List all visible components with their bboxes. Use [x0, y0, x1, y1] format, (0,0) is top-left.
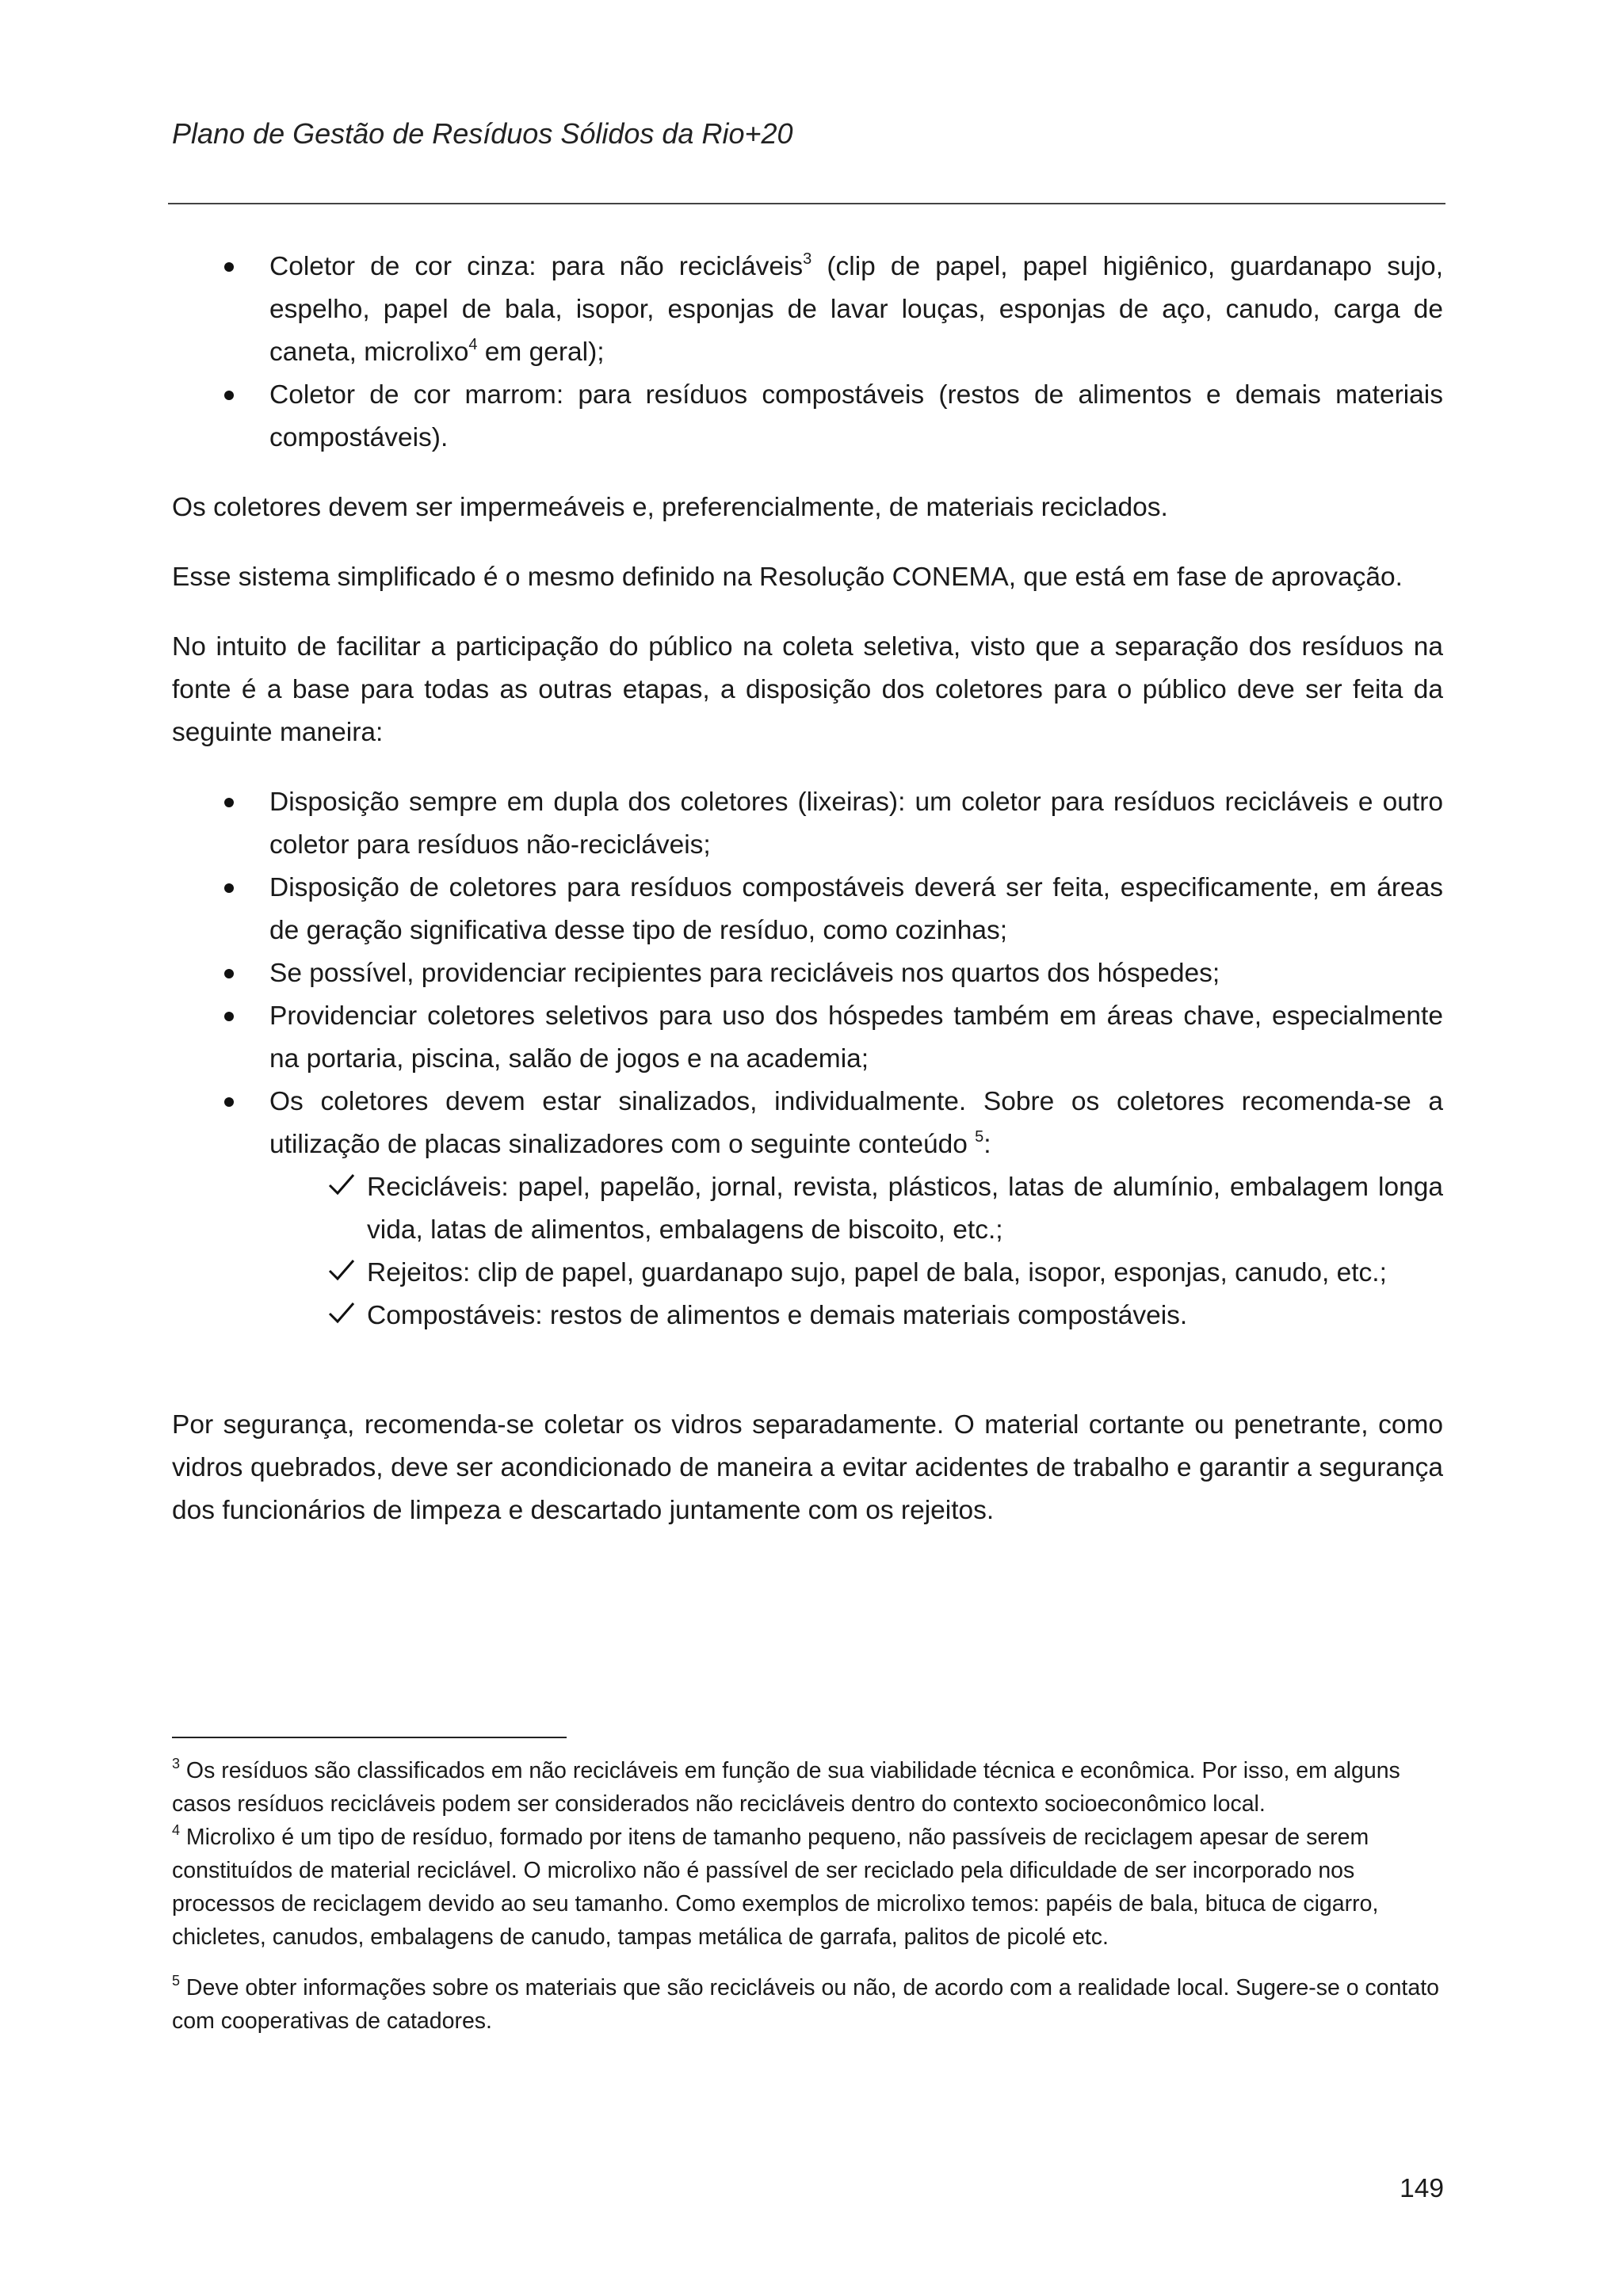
disposal-guidelines-list [172, 781, 1443, 1166]
list-item: Coletor de cor marrom: para resíduos compostáveis (restos de alimentos e demais materiais compostáveis). [172, 374, 1443, 460]
checkmark-icon [328, 1258, 355, 1282]
collector-color-list [172, 246, 1443, 460]
bullet-icon [224, 883, 234, 893]
checkmark-icon [328, 1173, 355, 1196]
footnote-ref[interactable]: 3 [803, 250, 812, 268]
footnote: $^4$ Microlixo é um tipo de resíduo, formado por itens de tamanho pequeno, não passíveis de reciclagem apesar de serem constituídos de material reciclável. O microlixo não é passível de ser reciclado pela dificuldade de ser incorporado nos processos de reciclagem devido ao seu tamanho. Como exemplos de microlixo temos: papéis de bala, bituca de cigarro, chicletes, canudos, embalagens de canudo, tampas metálica de garrafa, palitos de picolé etc. [172, 1822, 1379, 1950]
footnote-number: 3 [172, 1756, 181, 1772]
bullet-icon [224, 969, 234, 978]
paragraph: Esse sistema simplificado é o mesmo definido na Resolução CONEMA, que está em fase de aprovação. [172, 563, 1403, 592]
list-item: Os coletores devem estar sinalizados, individualmente. Sobre os coletores recomenda-se a utilização de placas sinalizadores com o seguinte conteúdo $^5$: [172, 1081, 1443, 1166]
list-item: Disposição sempre em dupla dos coletores (lixeiras): um coletor para resíduos recicláveis e outro coletor para resíduos não-recicláveis; [172, 781, 1443, 867]
list-item: Compostáveis: restos de alimentos e demais materiais compostáveis. [172, 1295, 1443, 1337]
paragraph: Os coletores devem ser impermeáveis e, preferencialmente, de materiais reciclados. [172, 493, 1168, 522]
list-item: Rejeitos: clip de papel, guardanapo sujo, papel de bala, isopor, esponjas, canudo, etc.; [172, 1252, 1443, 1295]
page-number: 149 [1400, 2174, 1444, 2203]
list-item: Disposição de coletores para resíduos compostáveis deverá ser feita, especificamente, em áreas de geração significativa desse tipo de resíduo, como cozinhas; [172, 867, 1443, 952]
footnote: $^5$ Deve obter informações sobre os materiais que são recicláveis ou não, de acordo com a realidade local. Sugere-se o contato com cooperativas de catadores. [172, 1973, 1439, 2034]
header-rule [168, 203, 1445, 204]
bullet-icon [224, 798, 234, 807]
bullet-icon [224, 391, 234, 400]
footnote: $^3$ Os resíduos são classificados em não recicláveis em função de sua viabilidade técnica e econômica. Por isso, em alguns casos resíduos recicláveis podem ser considerados não recicláveis dentro do contexto socioeconômico local. [172, 1756, 1400, 1817]
bullet-icon [224, 1012, 234, 1021]
list-item: Se possível, providenciar recipientes para recicláveis nos quartos dos hóspedes; [172, 952, 1443, 995]
footnote-ref[interactable]: 4 [468, 336, 478, 353]
list-item: Providenciar coletores seletivos para uso dos hóspedes também em áreas chave, especialmente na portaria, piscina, salão de jogos e na academia; [172, 995, 1443, 1081]
bullet-icon [224, 1097, 234, 1107]
footnote-number: 5 [172, 1973, 181, 1989]
footnotes [172, 1754, 1443, 2038]
checkmark-icon [328, 1301, 355, 1325]
footnote-number: 4 [172, 1822, 181, 1838]
paragraph: No intuito de facilitar a participação do público na coleta seletiva, visto que a separação dos resíduos na fonte é a base para todas as outras etapas, a disposição dos coletores para o público deve ser feita da seguinte maneira: [172, 632, 1443, 747]
running-header: Plano de Gestão de Resíduos Sólidos da Rio+20 [172, 117, 793, 150]
sign-content-list [172, 1166, 1443, 1337]
list-item: Coletor de cor cinza: para não recicláveis$^3$ (clip de papel, papel higiênico, guardanapo sujo, espelho, papel de bala, isopor, esponjas de lavar louças, esponjas de aço, canudo, carga de caneta, microlixo$^4$ em geral); [172, 246, 1443, 374]
footnote-separator [172, 1737, 567, 1738]
footnote-ref[interactable]: 5 [975, 1128, 984, 1146]
body-text [172, 246, 1443, 1532]
paragraph: Por segurança, recomenda-se coletar os vidros separadamente. O material cortante ou penetrante, como vidros quebrados, deve ser acondicionado de maneira a evitar acidentes de trabalho e garantir a segurança dos funcionários de limpeza e descartado juntamente com os rejeitos. [172, 1410, 1443, 1525]
bullet-icon [224, 262, 234, 272]
list-item: Recicláveis: papel, papelão, jornal, revista, plásticos, latas de alumínio, embalagem longa vida, latas de alimentos, embalagens de biscoito, etc.; [172, 1166, 1443, 1252]
